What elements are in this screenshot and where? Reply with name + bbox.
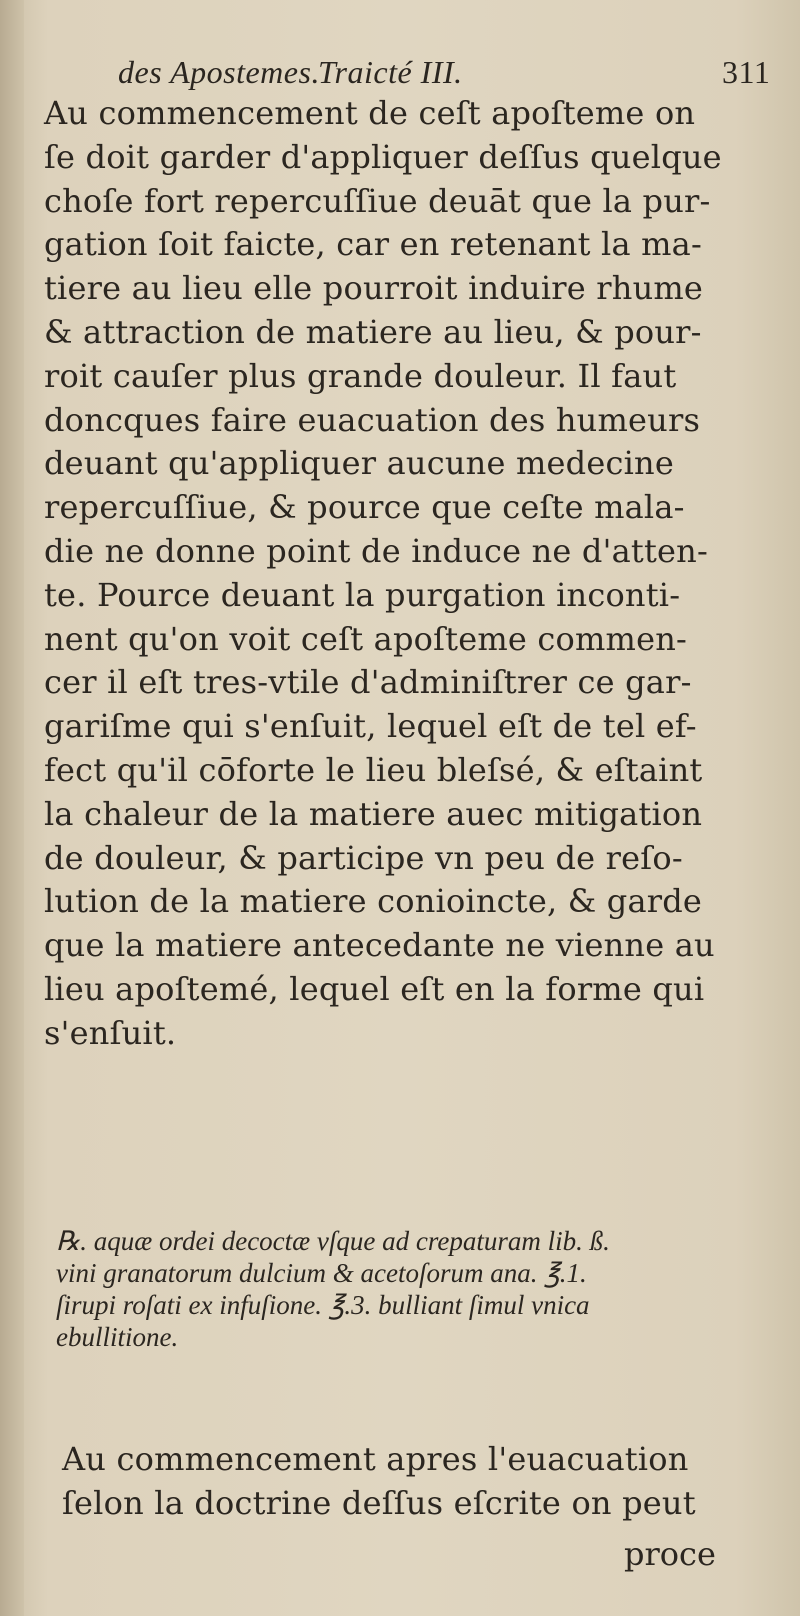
text-line: die ne donne point de induce ne d'atten- — [44, 531, 708, 570]
text-line: fect qu'il cōforte le lieu bleſsé, & eſtaint — [44, 750, 703, 789]
text-line: Au commencement apres l'euacuation — [62, 1440, 689, 1478]
text-line: lieu apoſtemé, lequel eſt en la forme qui — [44, 969, 705, 1008]
header-treatise-title: Traicté III. — [318, 54, 463, 90]
text-line: de douleur, & participe vn peu de reſo- — [44, 838, 683, 877]
text-line: doncques faire euacuation des humeurs — [44, 400, 701, 439]
text-line: gation ſoit faicte, car en retenant la ma- — [44, 225, 702, 264]
recipe-line: ℞. aquæ ordei decoctæ vſque ad crepaturam lib. ß. — [56, 1226, 610, 1256]
recipe-line: ebullitione. — [56, 1322, 179, 1352]
text-line: choſe fort repercuſſiue deuāt que la pur- — [44, 181, 711, 220]
header-chapter-title: des Apostemes. — [118, 54, 320, 90]
recipe-block — [56, 1225, 776, 1353]
text-line: cer il eſt tres-vtile d'adminiſtrer ce gar- — [44, 663, 692, 702]
text-line: lution de la matiere conioincte, & garde — [44, 882, 703, 921]
recipe-line: vini granatorum dulcium & acetoſorum ana. ℥.1. — [56, 1258, 587, 1288]
text-line: ſe doit garder d'appliquer deſſus quelque — [44, 137, 722, 176]
text-line: nent qu'on voit ceſt apoſteme commen- — [44, 619, 688, 658]
text-line: repercuſſiue, & pource que ceſte mala- — [44, 488, 685, 527]
text-line: tiere au lieu elle pourroit induire rhume — [44, 269, 704, 308]
text-line: gariſme qui s'enſuit, lequel eſt de tel ef- — [44, 707, 697, 746]
text-line: roit cauſer plus grande douleur. Il faut — [44, 356, 677, 395]
text-line: s'enſuit. — [44, 1013, 177, 1052]
text-line: te. Pource deuant la purgation inconti- — [44, 575, 681, 614]
text-line: ſelon la doctrine deſſus eſcrite on peut — [62, 1483, 696, 1522]
text-line: Au commencement de ceſt apoſteme on — [44, 94, 696, 132]
page-number: 311 — [722, 54, 771, 90]
text-line: deuant qu'appliquer aucune medecine — [44, 444, 674, 483]
text-line: que la matiere antecedante ne vienne au — [44, 926, 715, 965]
recipe-line: ſirupi roſati ex infuſione. ℥.3. bulliant ſimul vnica — [56, 1290, 590, 1320]
catchword: proce — [624, 1535, 716, 1573]
text-line: & attraction de matiere au lieu, & pour- — [44, 312, 702, 351]
text-line: la chaleur de la matiere auec mitigation — [44, 794, 703, 833]
paragraph-1 — [44, 92, 764, 1056]
paragraph-2 — [62, 1438, 762, 1526]
